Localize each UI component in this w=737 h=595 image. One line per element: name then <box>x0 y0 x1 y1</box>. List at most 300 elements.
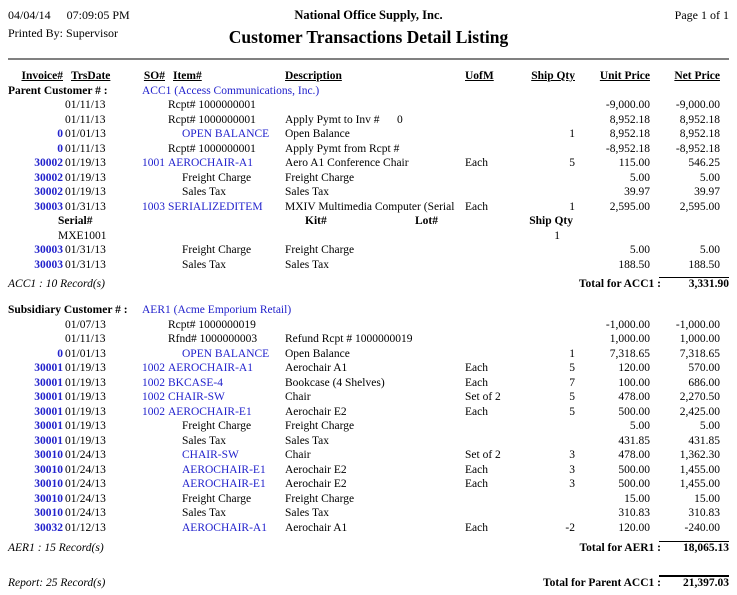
serial-ship-qty: 1 <box>554 229 560 242</box>
column-headers <box>8 69 729 84</box>
description <box>285 434 460 449</box>
total-label: Total for AER1 : <box>579 542 661 554</box>
invoice-number: 30010 <box>34 449 63 461</box>
so-number <box>111 347 165 362</box>
table-row <box>8 318 729 333</box>
record-count: ACC1 : 10 Record(s) <box>8 278 105 290</box>
table-row <box>8 463 729 478</box>
item-number: Sales Tax <box>182 507 227 519</box>
ship-qty: 1 <box>569 128 575 140</box>
trs-date: 01/24/13 <box>65 478 106 490</box>
net-price: 15.00 <box>694 492 720 505</box>
invoice-number: 0 <box>57 347 63 360</box>
unit-of-measure <box>465 347 510 362</box>
parent-customer-row <box>8 84 729 99</box>
description-text: Chair <box>285 391 311 403</box>
so-number <box>111 419 165 434</box>
section-total-row <box>8 537 729 554</box>
trs-date: 01/12/13 <box>65 521 106 534</box>
description-text: Sales Tax <box>285 434 330 447</box>
trs-date: 01/19/13 <box>65 391 106 403</box>
description <box>285 361 460 376</box>
so-number: 1001 <box>142 157 165 169</box>
description-text: Sales Tax <box>285 258 330 271</box>
trs-date: 01/01/13 <box>65 128 106 140</box>
description <box>285 243 460 258</box>
col-netprice: Net Price <box>674 70 720 82</box>
col-description: Description <box>285 70 342 82</box>
item-number: Freight Charge <box>182 492 252 505</box>
table-row <box>8 258 729 273</box>
ship-qty <box>510 506 575 521</box>
table-row <box>8 448 729 463</box>
subsidiary-customer-row <box>8 303 729 318</box>
description <box>285 405 460 420</box>
unit-of-measure: Each <box>465 200 488 213</box>
so-number: 1002 <box>142 376 165 389</box>
page-number: Page 1 of 1 <box>674 8 729 22</box>
col-invoice: Invoice# <box>21 70 63 82</box>
net-price: 431.85 <box>688 434 720 447</box>
unit-price: 500.00 <box>618 405 650 418</box>
table-row <box>8 98 729 113</box>
table-row <box>8 390 729 405</box>
net-price: 2,425.00 <box>679 405 720 418</box>
net-price: 5.00 <box>699 171 720 184</box>
net-price: -9,000.00 <box>675 99 720 111</box>
trs-date: 01/24/13 <box>65 463 106 476</box>
description <box>285 142 460 157</box>
description <box>285 113 460 128</box>
ship-qty: 1 <box>569 200 575 213</box>
item-number: Rcpt# 1000000001 <box>168 113 256 126</box>
unit-of-measure: Each <box>465 405 488 418</box>
trs-date: 01/19/13 <box>65 362 106 374</box>
invoice-number: 30001 <box>34 376 63 389</box>
description <box>285 318 460 333</box>
unit-price: 188.50 <box>618 258 650 271</box>
table-row <box>8 361 729 376</box>
kit-label: Kit# <box>305 215 327 227</box>
customer-id: AER1 (Acme Emporium Retail) <box>142 304 292 316</box>
col-trsdate: TrsDate <box>71 70 111 82</box>
table-row <box>8 434 729 449</box>
item-number: Sales Tax <box>182 434 227 447</box>
header-row <box>8 8 729 22</box>
header-divider <box>8 58 729 60</box>
table-row <box>8 419 729 434</box>
item-number: Sales Tax <box>182 186 227 198</box>
col-shipqty: Ship Qty <box>531 70 575 82</box>
so-number <box>111 258 165 273</box>
company-name: National Office Supply, Inc. <box>294 8 443 22</box>
invoice-number <box>8 113 63 128</box>
lot-label: Lot# <box>415 215 438 227</box>
description-text: Open Balance <box>285 347 350 360</box>
item-number: CHAIR-SW <box>182 449 239 461</box>
ship-qty: 5 <box>569 391 575 403</box>
description <box>285 200 460 215</box>
so-number <box>111 243 165 258</box>
description <box>285 185 460 200</box>
item-number: OPEN BALANCE <box>182 347 270 360</box>
table-row <box>8 185 729 200</box>
ship-qty: 1 <box>569 347 575 360</box>
item-number: OPEN BALANCE <box>182 128 270 140</box>
unit-of-measure <box>465 98 510 113</box>
trs-date: 01/19/13 <box>65 157 106 169</box>
trs-date: 01/07/13 <box>65 318 106 331</box>
table-row <box>8 332 729 347</box>
unit-of-measure <box>465 142 510 157</box>
so-number: 1002 <box>142 391 165 403</box>
description <box>285 376 460 391</box>
invoice-number: 30002 <box>34 157 63 169</box>
serial-number: MXE1001 <box>58 229 107 242</box>
item-number: Rfnd# 1000000003 <box>168 333 258 345</box>
description-text: Bookcase (4 Shelves) <box>285 376 385 389</box>
report-total-row <box>8 572 729 589</box>
invoice-number <box>8 332 63 347</box>
unit-of-measure: Each <box>465 157 488 169</box>
net-price: -1,000.00 <box>675 318 720 331</box>
description <box>285 492 460 507</box>
unit-of-measure <box>465 113 510 128</box>
trs-date: 01/31/13 <box>65 200 106 213</box>
net-price: 546.25 <box>688 157 720 169</box>
description-text: Chair <box>285 449 311 461</box>
description <box>285 521 460 536</box>
trs-date: 01/11/13 <box>65 113 106 126</box>
total-label: Total for ACC1 : <box>578 278 661 290</box>
ship-qty: 3 <box>569 463 575 476</box>
report-time: 07:09:05 PM <box>66 8 130 22</box>
trs-date: 01/24/13 <box>65 507 106 519</box>
ship-qty: 3 <box>569 449 575 461</box>
description-text: Aero A1 Conference Chair <box>285 157 409 169</box>
so-number <box>111 477 165 492</box>
table-row <box>8 477 729 492</box>
ship-qty <box>510 142 575 157</box>
description <box>285 448 460 463</box>
net-price: 1,362.30 <box>679 449 720 461</box>
item-number: AEROCHAIR-A1 <box>182 521 267 534</box>
item-number: CHAIR-SW <box>168 391 225 403</box>
total-amount: 18,065.13 <box>659 541 729 554</box>
report-header <box>8 8 729 54</box>
net-price: 5.00 <box>699 244 720 256</box>
header-datetime <box>8 8 228 22</box>
description-text: Sales Tax <box>285 186 330 198</box>
trs-date: 01/24/13 <box>65 492 106 505</box>
ship-qty <box>510 243 575 258</box>
table-row <box>8 506 729 521</box>
net-price: 5.00 <box>699 420 720 432</box>
description-text: Refund Rcpt # 1000000019 <box>285 333 413 345</box>
unit-price: 100.00 <box>618 376 650 389</box>
ship-qty <box>510 332 575 347</box>
so-number <box>111 434 165 449</box>
invoice-number: 30001 <box>34 391 63 403</box>
unit-price: 120.00 <box>618 521 650 534</box>
invoice-number: 0 <box>57 128 63 140</box>
total-amount: 3,331.90 <box>659 277 729 290</box>
item-number: Rcpt# 1000000019 <box>168 318 256 331</box>
item-number: AEROCHAIR-E1 <box>182 463 266 476</box>
description-text: Aerochair E2 <box>285 463 347 476</box>
unit-of-measure: Each <box>465 362 488 374</box>
item-number: AEROCHAIR-E1 <box>168 405 252 418</box>
table-row <box>8 521 729 536</box>
invoice-number: 30010 <box>34 463 63 476</box>
unit-of-measure <box>465 419 510 434</box>
unit-of-measure <box>465 434 510 449</box>
unit-price: -8,952.18 <box>605 142 650 155</box>
so-number <box>111 185 165 200</box>
ship-qty <box>510 113 575 128</box>
col-so: SO# <box>143 70 165 82</box>
description-text: Sales Tax <box>285 507 330 519</box>
net-price: 1,455.00 <box>679 478 720 490</box>
unit-price: 39.97 <box>624 186 650 198</box>
table-row <box>8 171 729 186</box>
unit-of-measure: Each <box>465 463 488 476</box>
net-price: 310.83 <box>688 507 720 519</box>
description <box>285 127 460 142</box>
unit-of-measure <box>465 258 510 273</box>
invoice-number: 30010 <box>34 478 63 490</box>
unit-price: 1,000.00 <box>609 333 650 345</box>
so-number <box>111 521 165 536</box>
table-row <box>8 156 729 171</box>
ship-qty <box>510 419 575 434</box>
description-text: Apply Pymt from Rcpt # <box>285 142 400 155</box>
description-text: Aerochair A1 <box>285 362 348 374</box>
unit-price: 500.00 <box>618 463 650 476</box>
net-price: 39.97 <box>694 186 720 198</box>
description-text: Freight Charge <box>285 420 355 432</box>
net-price: 570.00 <box>688 362 720 374</box>
description <box>285 390 460 405</box>
item-number: Freight Charge <box>182 420 252 432</box>
description <box>285 332 460 347</box>
invoice-number: 30001 <box>34 420 63 432</box>
so-number <box>111 332 165 347</box>
ship-qty: 5 <box>569 362 575 374</box>
invoice-number: 0 <box>57 142 63 155</box>
invoice-number: 30001 <box>34 405 63 418</box>
so-number <box>111 113 165 128</box>
description <box>285 258 460 273</box>
net-price: 188.50 <box>688 258 720 271</box>
item-number: Freight Charge <box>182 244 252 256</box>
description <box>285 419 460 434</box>
record-count: AER1 : 15 Record(s) <box>8 542 104 554</box>
net-price: 8,952.18 <box>679 113 720 126</box>
unit-price: 5.00 <box>629 171 650 184</box>
trs-date: 01/11/13 <box>65 142 106 155</box>
trs-date: 01/19/13 <box>65 171 106 184</box>
description-text: Aerochair E2 <box>285 478 347 490</box>
net-price: 1,000.00 <box>679 333 720 345</box>
ship-qty: 3 <box>569 478 575 490</box>
item-number: BKCASE-4 <box>168 376 223 389</box>
invoice-number: 30003 <box>34 200 63 213</box>
description <box>285 506 460 521</box>
table-row <box>8 492 729 507</box>
unit-of-measure: Each <box>465 478 488 490</box>
unit-of-measure <box>465 171 510 186</box>
trs-date: 01/19/13 <box>65 434 106 447</box>
net-price: -8,952.18 <box>675 142 720 155</box>
unit-of-measure: Set of 2 <box>465 449 501 461</box>
table-row <box>8 347 729 362</box>
so-number: 1002 <box>142 362 165 374</box>
invoice-number <box>8 318 63 333</box>
unit-price: 2,595.00 <box>609 200 650 213</box>
customer-type-label: Parent Customer # : <box>8 84 108 97</box>
trs-date: 01/01/13 <box>65 347 106 360</box>
col-uofm: UofM <box>465 70 494 82</box>
invoice-number: 30001 <box>34 362 63 374</box>
so-number <box>111 463 165 478</box>
table-row <box>8 376 729 391</box>
record-count: Report: 25 Record(s) <box>8 577 106 589</box>
unit-price: 7,318.65 <box>609 347 650 360</box>
invoice-number: 30001 <box>34 434 63 447</box>
trs-date: 01/19/13 <box>65 186 106 198</box>
trs-date: 01/31/13 <box>65 258 106 271</box>
unit-price: 431.85 <box>618 434 650 447</box>
item-number: SERIALIZEDITEM <box>168 200 263 213</box>
table-row <box>8 142 729 157</box>
so-number: 1002 <box>142 405 165 418</box>
ship-qty <box>510 434 575 449</box>
so-number: 1003 <box>142 200 165 213</box>
invoice-number: 30003 <box>34 244 63 256</box>
unit-price: 8,952.18 <box>609 113 650 126</box>
item-number: Rcpt# 1000000001 <box>168 142 256 155</box>
so-number <box>111 98 165 113</box>
unit-of-measure <box>465 127 510 142</box>
shipqty-label: Ship Qty <box>529 215 573 227</box>
unit-of-measure <box>465 185 510 200</box>
invoice-number: 30003 <box>34 258 63 271</box>
col-unitprice: Unit Price <box>599 70 650 82</box>
total-label: Total for Parent ACC1 : <box>543 577 661 589</box>
net-price: 8,952.18 <box>679 128 720 140</box>
unit-of-measure: Each <box>465 521 488 534</box>
invoice-number: 30010 <box>34 507 63 519</box>
item-number: Sales Tax <box>182 258 227 271</box>
item-number: AEROCHAIR-A1 <box>168 362 253 374</box>
net-price: 1,455.00 <box>679 463 720 476</box>
net-price: 2,595.00 <box>679 200 720 213</box>
unit-of-measure <box>465 492 510 507</box>
description <box>285 98 460 113</box>
unit-of-measure: Set of 2 <box>465 391 501 403</box>
net-price: -240.00 <box>684 521 720 534</box>
serial-header-row <box>8 214 729 229</box>
unit-price: 8,952.18 <box>609 128 650 140</box>
trs-date: 01/19/13 <box>65 376 106 389</box>
so-number <box>111 127 165 142</box>
description-text: Aerochair A1 <box>285 521 348 534</box>
printed-by-value: Supervisor <box>66 26 119 40</box>
net-price: 686.00 <box>688 376 720 389</box>
table-row <box>8 200 729 215</box>
description <box>285 156 460 171</box>
customer-id: ACC1 (Access Communications, Inc.) <box>142 84 320 97</box>
item-number: AEROCHAIR-A1 <box>168 157 253 169</box>
ship-qty: 7 <box>569 376 575 389</box>
unit-price: 500.00 <box>618 478 650 490</box>
item-number: Freight Charge <box>182 171 252 184</box>
serial-label: Serial# <box>58 215 93 227</box>
unit-price: 5.00 <box>629 244 650 256</box>
report-date: 04/04/14 <box>8 8 51 22</box>
so-number <box>111 492 165 507</box>
ship-qty <box>510 98 575 113</box>
unit-price: 15.00 <box>624 492 650 505</box>
total-amount: 21,397.03 <box>659 575 729 589</box>
unit-price: 478.00 <box>618 391 650 403</box>
description-text: Freight Charge <box>285 171 355 184</box>
table-row <box>8 243 729 258</box>
description-text: Open Balance <box>285 128 350 140</box>
trs-date: 01/31/13 <box>65 244 106 256</box>
unit-price: 120.00 <box>618 362 650 374</box>
item-number: AEROCHAIR-E1 <box>182 478 266 490</box>
ship-qty: -2 <box>565 521 575 534</box>
trs-date: 01/19/13 <box>65 405 106 418</box>
ship-qty <box>510 185 575 200</box>
so-number <box>111 506 165 521</box>
description-text: Freight Charge <box>285 244 355 256</box>
so-number <box>111 448 165 463</box>
printed-by-label: Printed By: <box>8 26 64 40</box>
so-number <box>111 142 165 157</box>
unit-price: 5.00 <box>629 420 650 432</box>
description-text: MXIV Multimedia Computer (Serial <box>285 200 455 213</box>
unit-price: -1,000.00 <box>605 318 650 331</box>
trs-date: 01/11/13 <box>65 99 106 111</box>
serial-value-row <box>8 229 729 244</box>
description <box>285 171 460 186</box>
ship-qty <box>510 171 575 186</box>
report-title: Customer Transactions Detail Listing <box>228 27 509 47</box>
description <box>285 477 460 492</box>
invoice-number: 30032 <box>34 521 63 534</box>
ship-qty <box>510 258 575 273</box>
invoice-number: 30002 <box>34 171 63 184</box>
invoice-number: 30002 <box>34 186 63 198</box>
unit-price: -9,000.00 <box>605 99 650 111</box>
description-text: Freight Charge <box>285 492 355 505</box>
customer-type-label: Subsidiary Customer # : <box>8 304 128 316</box>
item-number: Rcpt# 1000000001 <box>168 99 256 111</box>
description-number: 0 <box>397 113 403 126</box>
table-row <box>8 113 729 128</box>
ship-qty: 5 <box>569 157 575 169</box>
trs-date: 01/11/13 <box>65 333 106 345</box>
invoice-number: 30010 <box>34 492 63 505</box>
trs-date: 01/24/13 <box>65 449 106 461</box>
unit-of-measure <box>465 506 510 521</box>
net-price: 2,270.50 <box>679 391 720 403</box>
table-row <box>8 127 729 142</box>
description-text: Apply Pymt to Inv # <box>285 113 380 126</box>
